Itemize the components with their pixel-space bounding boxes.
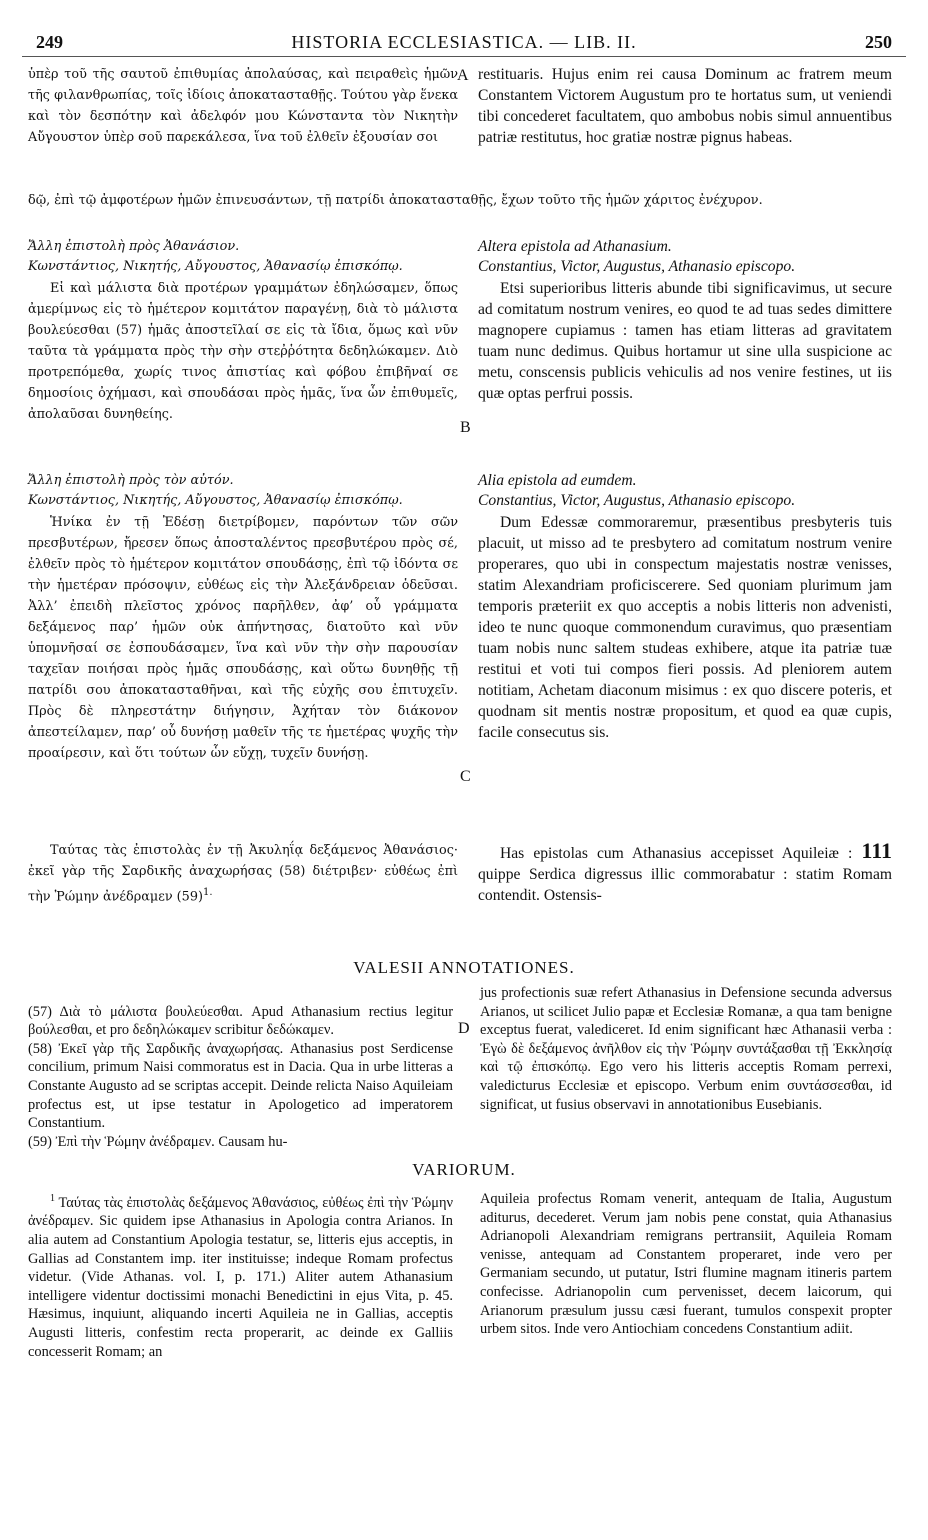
greek-epistles [28,236,458,906]
greek-after-text: Ταύτας τὰς ἐπιστολὰς ἐν τῇ Ἀκυληΐᾳ δεξάμενος Ἀθανάσιος· ἐκεῖ γὰρ τῆς Σαρδικῆς ἀναχωρήσας (58) διέτριβεν· εὐθέως ἐπὶ τὴν Ῥώμην ἀνέδραμεν (59) [28,843,458,905]
margin-letter-c: C [460,768,471,785]
footnote-ref: 1. [202,887,213,898]
latin-after-b: quippe Serdica digressus illic commorabatur : statim Romam contendit. Ostensis- [478,866,892,904]
variorum-left [28,1190,453,1486]
column-number: 111 [861,838,892,863]
left-page-number: 249 [36,32,63,52]
greek-spanning-line [28,190,908,211]
variorum-right-text: Aquileia profectus Romam venerit, antequam de Italia, Augustum aditurus, decederet. Verum jam nobis pene constat, quia Athanasius Adrianopoli Alexandriam remigrans pertransiit, Aquileia Romam venisse, antequam ad Constantem properaret, inde vero per Germaniam secundo, ut putatur, Istri flumine magnam itineris partem confecisse. Adrianopolin cum pervenisset, decem laicorum, qui Arianorum præsulum jussu cæsi fuerant, tumulos conspexit propter urbem sitos. Inde vero Antiochiam concedens Constantium adiit. [480,1191,892,1338]
greek-after [28,840,458,906]
greek-ep3-salutation: Κωνστάντιος, Νικητής, Αὔγουστος, Ἀθανασίῳ ἐπισκόπῳ. [28,493,403,508]
latin-after-a: Has epistolas cum Athanasius accepisset Aquileiæ : [500,845,853,862]
variorum-heading: VARIORUM. [412,1160,516,1179]
latin-continuation: restituaris. Hujus enim rei causa Dominum ac fratrem meum Constantem Victorem Augustum pro te hortatus sum, ut veniendi tibi concederet facultatem, quo ambobus nobis simul annuentibus patriæ restitutus, hoc gratiæ nostræ pignus habeas. [478,66,892,146]
greek-ep3-body: Ἡνίκα ἐν τῇ Ἐδέσῃ διετρίβομεν, παρόντων τῶν σῶν πρεσβυτέρων, ἤρεσεν ὅπως ἀποσταλέντος πρεσβυτέρου πρὸς σέ, ἐλθεῖν πρὸς τὸ ἡμέτερον κομιτάτον σπουδάσῃς, ἐπὶ τῷ ἰδόντα σε τὴν ἡμετέραν πρόσοψιν, εὐθέως εἰς τὴν Ἀλεξάνδρειαν ὁδεῦσαι. Ἀλλ’ ἐπειδὴ πλεῖστος χρόνος παρῆλθεν, ἀφ’ οὗ γράμματα δεξάμενος παρ’ ἡμῶν οὐκ ἀπήντησας, διατοῦτο καὶ νῦν ὑπομνῆσαί σε ἐσπουδάσαμεν, ἵνα καὶ νῦν τὴν σὴν παρουσίαν ταχεῖαν ποιήσαι πρὸς ἡμᾶς σπουδάσῃς, καὶ οὕτω δυνηθῇς τῇ πατρίδι σου ἀποκατασταθῆναι, καὶ τῆς εὐχῆς σου ἐπιτυχεῖν. Πρὸς δὲ πληρεστάτην διήγησιν, Ἀχήταν τὸν διάκονον ἀπεστείλαμεν, παρ’ οὗ δυνήσῃ μαθεῖν τῆς τε ἡμετέρας ψυχῆς τὴν προαίρεσιν, καὶ ὅτι τούτων ὧν εὔχῃ, τυχεῖν δυνήσῃ. [28,515,458,761]
latin-ep3-salutation: Constantius, Victor, Augustus, Athanasio episcopo. [478,492,796,509]
valesii-left-text: (57) Διὰ τὸ μάλιστα βουλεύεσθαι. Apud Athanasium rectius legitur βούλεσθαι, et pro δεδηλώκαμεν scribitur δεδώκαμεν. (58) Ἐκεῖ γὰρ τῆς Σαρδικῆς ἀναχωρήσας. Athanasius post Serdicense concilium, primum Naisi commoratus est in Dacia. Qua in urbe litteras a Constante Augusto ad se scriptas accepit. Deinde relicta Naiso Aquileiam profectus est, ut ipse testatur in Apologetico ad imperatorem Constantium. (59) Ἐπὶ τὴν Ῥώμην ἀνέδραμεν. Causam hu- [28,1003,453,1150]
margin-letter-a: A [457,67,469,84]
latin-column [478,64,892,188]
right-page-number: 250 [865,32,892,52]
latin-ep2-salutation: Constantius, Victor, Augustus, Athanasio episcopo. [478,258,796,275]
greek-ep3-title: Ἄλλη ἐπιστολὴ πρὸς τὸν αὐτόν. [28,473,234,488]
variorum-right [480,1190,892,1486]
valesii-heading: VALESII ANNOTATIONES. [353,958,575,977]
margin-letter-d: D [458,1020,470,1037]
greek-span-a: δῷ, ἐπὶ τῷ ἀμφοτέρων ἡμῶν ἐπινευσάντων, τῇ [28,193,332,208]
running-title: HISTORIA ECCLESIASTICA. — LIB. II. [291,32,637,52]
latin-ep2-body: Etsi superioribus litteris abunde tibi significavimus, ut secure ad comitatum nostrum venires, eo quod te ad tuas sedes dimittere magnopere cupiamus : tamen has etiam litteras ad gravitatem tuam nunc dedimus. Quibus hortamur ut sine ulla suspicione ac metu, conscensis publicis vehiculis ad nos venire festines, ut iis quæ optas perfrui possis. [478,280,892,402]
latin-ep3-body: Dum Edessæ commoraremur, præsentibus presbyteris tuis placuit, ut misso ad te presbytero ad comitatum nostrum venire properares, quo ubi in conspectum majestatis nostræ venisses, statim Alexandriam proficiscerere. Sed quoniam plurimum jam temporis præteriit ex quo acceptis a nobis litteris non advenisti, ideo te nunc quoque commonendum curavimus, quo præsentiam tuam nobis nunc saltem studeas exhibere, atque ita patriæ tuæ restitui et voti tui compos fieri possis. Ad pleniorem autem notitiam, Achetam diaconum misimus : ex quo discere poteris, et quodnam sit mentis nostræ propositum, et quod ea quæ cupis, facile consecutus sis. [478,514,892,741]
latin-ep2-title: Altera epistola ad Athanasium. [478,238,672,255]
greek-column [28,64,458,190]
running-header [22,30,906,57]
margin-letter-b: B [460,419,471,436]
latin-ep3-title: Alia epistola ad eumdem. [478,472,637,489]
valesii-right [480,984,892,1136]
greek-ep2-title: Ἄλλη ἐπιστολὴ πρὸς Ἀθανάσιον. [28,239,240,254]
latin-epistles [478,236,892,906]
latin-after [478,840,892,906]
variorum-marker: 1 [50,1193,55,1204]
variorum-left-text: Ταύτας τὰς ἐπιστολὰς δεξάμενος Ἀθανάσιος, εὐθέως ἐπὶ τὴν Ῥώμην ἀνέδραμεν. Sic quidem ipse Athanasius in Apologia contra Arianos. In alia autem ad Constantium Apologia testatur, se, litteris ejus acceptis, in Gallias ad Constantem imp. iter instituisse; indeque Romam profectus videtur. (Vide Athanas. vol. I, p. 171.) Aliter autem Athanasium intelligere videntur doctissimi monachi Benedictini in ejus Vita, p. 45. Hæsimus, inquiunt, aliquando incerti Aquileia ne in Gallias, acceptis Augusti litteris, confestim recta properarit, ac deinde ex Galliis concesserit Romam; an [28,1194,453,1360]
greek-span-b: πατρίδι ἀποκατασταθῇς, ἔχων τοῦτο τῆς ἡμῶν χάριτος ἐνέχυρον. [335,193,763,208]
greek-ep2-salutation: Κωνστάντιος, Νικητής, Αὔγουστος, Ἀθανασίῳ ἐπισκόπῳ. [28,259,403,274]
valesii-left [28,984,453,1150]
greek-ep2-body: Εἰ καὶ μάλιστα διὰ προτέρων γραμμάτων ἐδηλώσαμεν, ὅπως ἀμερίμνως εἰς τὸ ἡμέτερον κομιτάτον παραγένῃ, διὰ τὸ μάλιστα βουλεύεσθαι (57) ἡμᾶς ἀποστεῖλαί σε εἰς τὰ ἴδια, ὅμως καὶ νῦν ταῦτα τὰ γράμματα πρὸς τὴν σὴν στεῤῥότητα δεδηλώκαμεν. Διὸ προτρεπόμεθα, χωρίς τινος ἀπιστίας καὶ φόβου ἐπιβῆναί σε δημοσίοις ὀχήμασι, καὶ σπουδάσαι πρὸς ἡμᾶς, ἵνα ὧν ἐπιθυμεῖς, ἀπολαῦσαι δυνηθείης. [28,281,458,422]
greek-continuation: ὑπὲρ τοῦ τῆς σαυτοῦ ἐπιθυμίας ἀπολαύσας, καὶ πειραθεὶς ἡμῶν τῆς φιλανθρωπίας, τοῖς ἰδίοις ἀποκατασταθῇς. Τούτου γὰρ ἕνεκα καὶ τὸν δεσπότην καὶ ἀδελφόν μου Κώνσταντα τὸν Νικητὴν Αὔγουστον ὑπὲρ σοῦ παρεκάλεσα, ἵνα τοῦ ἐλθεῖν ἐξουσίαν σοι [28,67,458,145]
valesii-right-text: jus profectionis suæ refert Athanasius in Defensione secunda adversus Arianos, ut scilicet Julio papæ et Ecclesiæ Romanæ, a qua tam benigne exceptus fuerat, valediceret. Id enim significant hæc Athanasii verba : Ἐγὼ δὲ δεξάμενος ἀνῆλθον εἰς τὴν Ῥώμην συντάξασθαι τῇ Ἐκκλησίᾳ καὶ τῷ ἐπισκόπῳ. Ego vero his litteris acceptis Romam perrexi, valedicturus Ecclesiæ et episcopo. Verbum enim συντάσσεσθαι, id significat, ut fusius observavi in annotationibus Eusebianis. [480,985,892,1113]
